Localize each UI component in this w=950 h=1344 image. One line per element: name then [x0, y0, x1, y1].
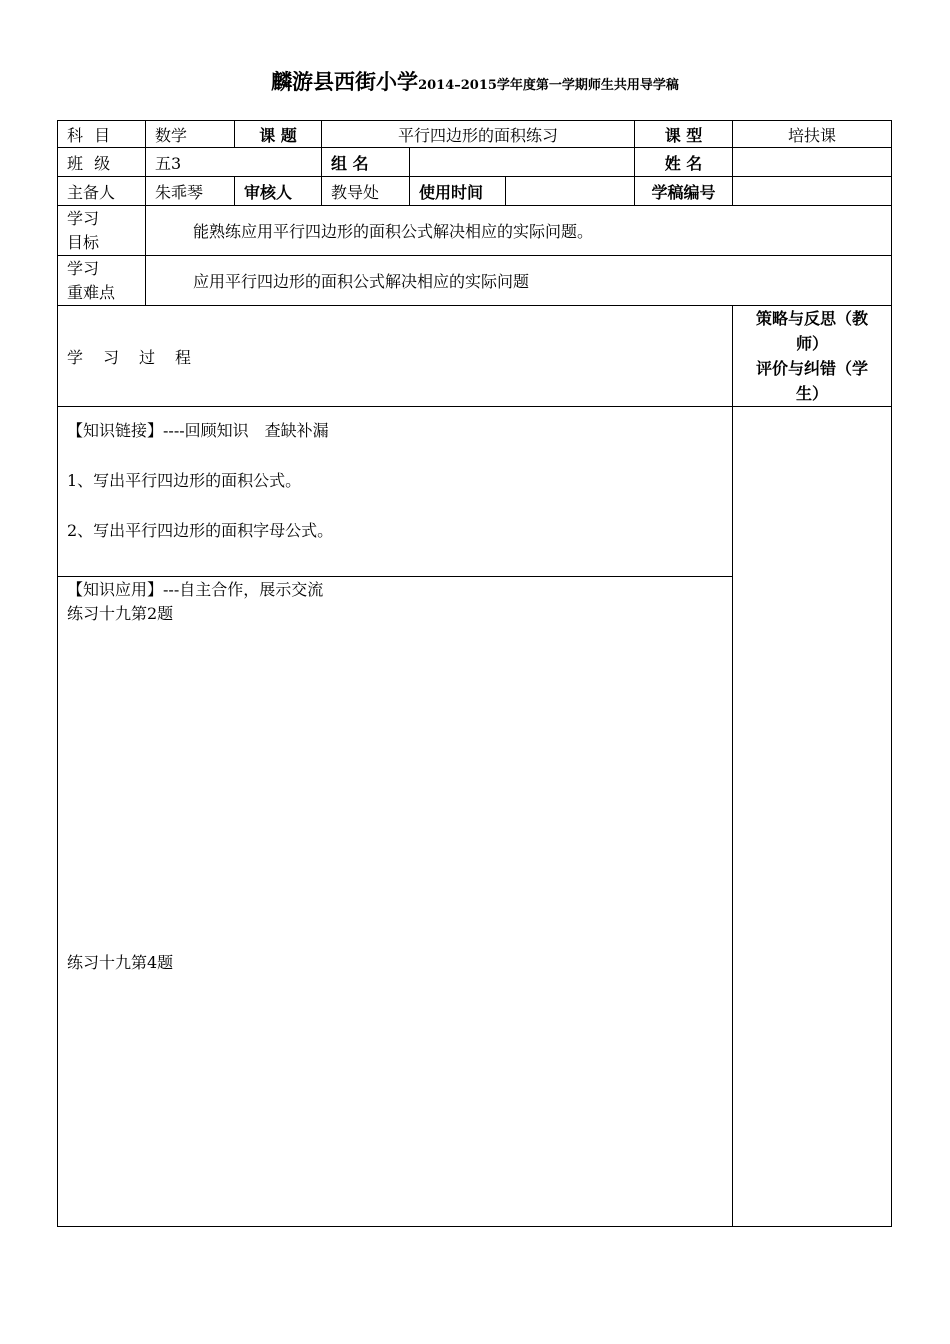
key-points-text: 应用平行四边形的面积公式解决相应的实际问题 [146, 256, 892, 306]
class-label: 班 级 [58, 148, 146, 177]
class-value: 五3 [146, 148, 322, 177]
process-label [58, 306, 733, 407]
knowledge-link-q1: 1、写出平行四边形的面积公式。 [67, 471, 302, 490]
strategy-line3: 评价与纠错（学 [755, 359, 868, 378]
topic-label: 课 题 [235, 121, 322, 148]
row-key-points [58, 256, 892, 306]
knowledge-apply-section [58, 577, 732, 1226]
knowledge-link-heading: 【知识链接】----回顾知识 查缺补漏 [67, 421, 329, 440]
reviewer-label: 审核人 [235, 177, 322, 206]
code-label: 学稿编号 [635, 177, 733, 206]
usetime-label: 使用时间 [410, 177, 506, 206]
code-value-field[interactable] [733, 177, 892, 206]
row-objective [58, 206, 892, 256]
row-preparer [58, 177, 892, 206]
strategy-notes-field[interactable] [733, 407, 892, 1227]
group-label: 组 名 [322, 148, 410, 177]
row-process-header [58, 306, 892, 407]
key-points-label-line2: 重难点 [67, 282, 116, 302]
process-char-2: 习 [103, 347, 122, 367]
content-area [58, 407, 733, 1227]
row-subject [58, 121, 892, 148]
topic-value: 平行四边形的面积练习 [322, 121, 635, 148]
process-char-4: 程 [175, 347, 194, 367]
exercise-2: 练习十九第4题 [67, 953, 174, 972]
preparer-value: 朱乖琴 [146, 177, 235, 206]
preparer-label: 主备人 [58, 177, 146, 206]
strategy-line2: 师） [795, 334, 828, 353]
group-value-field[interactable] [410, 148, 635, 177]
objective-label-line1: 学习 [67, 208, 100, 228]
row-class [58, 148, 892, 177]
document-title [0, 66, 950, 96]
name-label: 姓 名 [635, 148, 733, 177]
name-value-field[interactable] [733, 148, 892, 177]
knowledge-apply-heading: 【知识应用】---自主合作，展示交流 [67, 580, 324, 599]
usetime-value-field[interactable] [506, 177, 635, 206]
process-char-3: 过 [139, 347, 158, 367]
process-char-1: 学 [67, 347, 86, 367]
key-points-label-line1: 学习 [67, 258, 100, 278]
term-title: 2014–2015学年度第一学期师生共用导学稿 [418, 78, 679, 93]
school-name: 麟游县西街小学 [271, 69, 419, 94]
guide-table [57, 120, 892, 1227]
type-value: 培扶课 [733, 121, 892, 148]
reviewer-value: 教导处 [322, 177, 410, 206]
objective-label [58, 206, 146, 256]
exercise-1: 练习十九第2题 [67, 604, 174, 623]
key-points-label [58, 256, 146, 306]
type-label: 课 型 [635, 121, 733, 148]
subject-label: 科 目 [58, 121, 146, 148]
subject-value: 数学 [146, 121, 235, 148]
knowledge-link-q2: 2、写出平行四边形的面积字母公式。 [67, 521, 334, 540]
strategy-line1: 策略与反思（教 [755, 309, 868, 328]
objective-text: 能熟练应用平行四边形的面积公式解决相应的实际问题。 [146, 206, 892, 256]
knowledge-link-section [58, 407, 732, 577]
strategy-line4: 生） [795, 384, 828, 403]
row-content [58, 407, 892, 1227]
strategy-header [733, 306, 892, 407]
objective-label-line2: 目标 [67, 232, 100, 252]
